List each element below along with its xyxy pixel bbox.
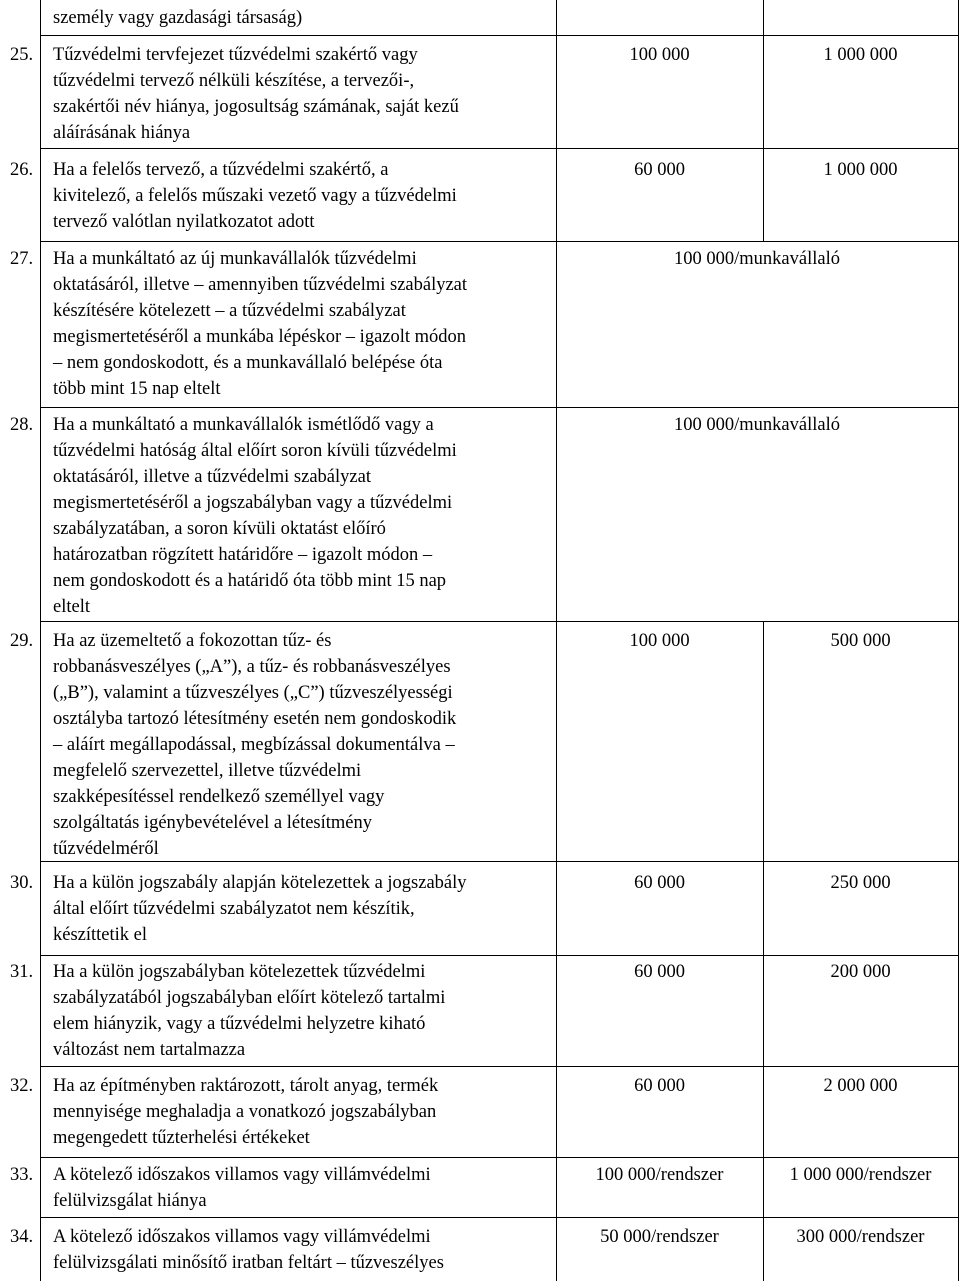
row-description [53, 1162, 553, 1214]
description-line: Ha a munkáltató a munkavállalók ismétlődő vagy a [53, 415, 434, 435]
fine-minimum: 60 000 [634, 873, 685, 893]
row-number: 27. [10, 249, 34, 269]
description-line: készíttetik el [53, 925, 148, 945]
description-line: nem gondoskodott és a határidő óta több mint 15 nap [53, 571, 447, 591]
fine-minimum: 60 000 [634, 1076, 685, 1096]
row-divider [40, 35, 959, 36]
description-line: megfelelő szervezettel, illetve tűzvédelmi [53, 761, 362, 781]
row-divider [40, 1157, 959, 1158]
row-number: 26. [10, 160, 34, 180]
fine-maximum: 200 000 [830, 962, 891, 982]
description-line: – aláírt megállapodással, megbízással dokumentálva – [53, 735, 455, 755]
description-line: („B”), valamint a tűzveszélyes („C”) tűzveszélyességi [53, 683, 453, 703]
row-number: 25. [10, 45, 34, 65]
fine-per-employee: 100 000/munkavállaló [674, 415, 840, 435]
description-line: felülvizsgálat hiánya [53, 1191, 207, 1211]
description-line: személy vagy gazdasági társaság) [53, 8, 303, 28]
row-description [53, 5, 553, 31]
description-line: aláírásának hiánya [53, 123, 191, 143]
description-line: A kötelező időszakos villamos vagy villámvédelmi [53, 1165, 431, 1185]
row-divider [40, 955, 959, 956]
fine-maximum: 300 000/rendszer [796, 1227, 925, 1247]
row-number: 30. [10, 873, 34, 893]
description-line: Ha a munkáltató az új munkavállalók tűzvédelmi [53, 249, 417, 269]
description-line: szakképesítéssel rendelkező személlyel vagy [53, 787, 385, 807]
table-row [0, 412, 960, 620]
row-divider [40, 148, 959, 149]
fine-minimum: 60 000 [634, 962, 685, 982]
fine-minimum: 50 000/rendszer [600, 1227, 719, 1247]
fine-maximum: 500 000 [830, 631, 891, 651]
description-line: szakértői név hiánya, jogosultság számának, saját kezű [53, 97, 459, 117]
description-line: szolgáltatás igénybevételével a létesítmény [53, 813, 372, 833]
table-row [0, 1224, 960, 1281]
table-row [0, 5, 960, 35]
table-row [0, 1162, 960, 1216]
row-divider [40, 1066, 959, 1067]
description-line: által előírt tűzvédelmi szabályzatot nem készítik, [53, 899, 415, 919]
fine-maximum: 1 000 000 [823, 160, 898, 180]
description-line: eltelt [53, 597, 90, 617]
table-row [0, 870, 960, 954]
row-number: 32. [10, 1076, 34, 1096]
row-number: 34. [10, 1227, 34, 1247]
description-line: felülvizsgálati minősítő iratban feltárt – tűzveszélyes [53, 1253, 444, 1273]
row-description [53, 870, 553, 948]
description-line: tűzvédelmi hatóság által előírt soron kívüli tűzvédelmi [53, 441, 457, 461]
table-row [0, 157, 960, 240]
row-number: 33. [10, 1165, 34, 1185]
description-line: A kötelező időszakos villamos vagy villámvédelmi [53, 1227, 431, 1247]
description-line: Tűzvédelmi tervfejezet tűzvédelmi szakértő vagy [53, 45, 418, 65]
description-line: megismertetéséről a jogszabályban vagy a tűzvédelmi [53, 493, 453, 513]
fine-minimum: 100 000/rendszer [595, 1165, 724, 1185]
description-line: oktatásáról, illetve – amennyiben tűzvédelmi szabályzat [53, 275, 468, 295]
table-row [0, 959, 960, 1065]
description-line: – nem gondoskodott, és a munkavállaló belépése óta [53, 353, 443, 373]
fine-maximum: 250 000 [830, 873, 891, 893]
description-line: szabályzatában, a soron kívüli oktatást előíró [53, 519, 386, 539]
description-line: mennyisége meghaladja a vonatkozó jogszabályban [53, 1102, 437, 1122]
fine-maximum: 1 000 000 [823, 45, 898, 65]
description-line: készítésére kötelezett – a tűzvédelmi szabályzat [53, 301, 406, 321]
table-row [0, 1073, 960, 1156]
fine-minimum: 100 000 [629, 631, 690, 651]
table-row [0, 42, 960, 147]
description-line: robbanásveszélyes („A”), a tűz- és robbanásveszélyes [53, 657, 451, 677]
row-description [53, 42, 553, 146]
description-line: megismertetéséről a munkába lépéskor – igazolt módon [53, 327, 467, 347]
row-description [53, 1073, 553, 1151]
fine-per-employee: 100 000/munkavállaló [674, 249, 840, 269]
row-number: 31. [10, 962, 34, 982]
description-line: változást nem tartalmazza [53, 1040, 246, 1060]
fine-maximum: 1 000 000/rendszer [789, 1165, 932, 1185]
description-line: tervező valótlan nyilatkozatot adott [53, 212, 315, 232]
description-line: tűzvédelméről [53, 839, 159, 859]
description-line: Ha a felelős tervező, a tűzvédelmi szakértő, a [53, 160, 389, 180]
row-divider [40, 241, 959, 242]
row-number: 29. [10, 631, 34, 651]
row-description [53, 412, 553, 620]
description-line: Ha a külön jogszabályban kötelezettek tűzvédelmi [53, 962, 426, 982]
description-line: oktatásáról, illetve a tűzvédelmi szabályzat [53, 467, 371, 487]
description-line: határozatban rögzített határidőre – igazolt módon – [53, 545, 433, 565]
description-line: kivitelező, a felelős műszaki vezető vagy a tűzvédelmi [53, 186, 457, 206]
row-description [53, 246, 553, 402]
row-divider [40, 621, 959, 622]
row-description [53, 1224, 553, 1276]
description-line: Ha a külön jogszabály alapján kötelezettek a jogszabály [53, 873, 467, 893]
description-line: szabályzatából jogszabályban előírt kötelező tartalmi [53, 988, 446, 1008]
description-line: osztályba tartozó létesítmény esetén nem gondoskodik [53, 709, 457, 729]
row-divider [40, 1217, 959, 1218]
description-line: Ha az üzemeltető a fokozottan tűz- és [53, 631, 332, 651]
fine-minimum: 60 000 [634, 160, 685, 180]
description-line: több mint 15 nap eltelt [53, 379, 221, 399]
table-row [0, 246, 960, 406]
description-line: megengedett tűzterhelési értékeket [53, 1128, 310, 1148]
fine-minimum: 100 000 [629, 45, 690, 65]
row-divider [40, 407, 959, 408]
row-number: 28. [10, 415, 34, 435]
description-line: elem hiányzik, vagy a tűzvédelmi helyzetre kiható [53, 1014, 426, 1034]
row-description [53, 628, 553, 862]
row-description [53, 959, 553, 1063]
description-line: Ha az építményben raktározott, tárolt anyag, termék [53, 1076, 439, 1096]
table-row [0, 628, 960, 860]
row-description [53, 157, 553, 235]
description-line: tűzvédelmi tervező nélküli készítése, a tervezői-, [53, 71, 415, 91]
fine-maximum: 2 000 000 [823, 1076, 898, 1096]
